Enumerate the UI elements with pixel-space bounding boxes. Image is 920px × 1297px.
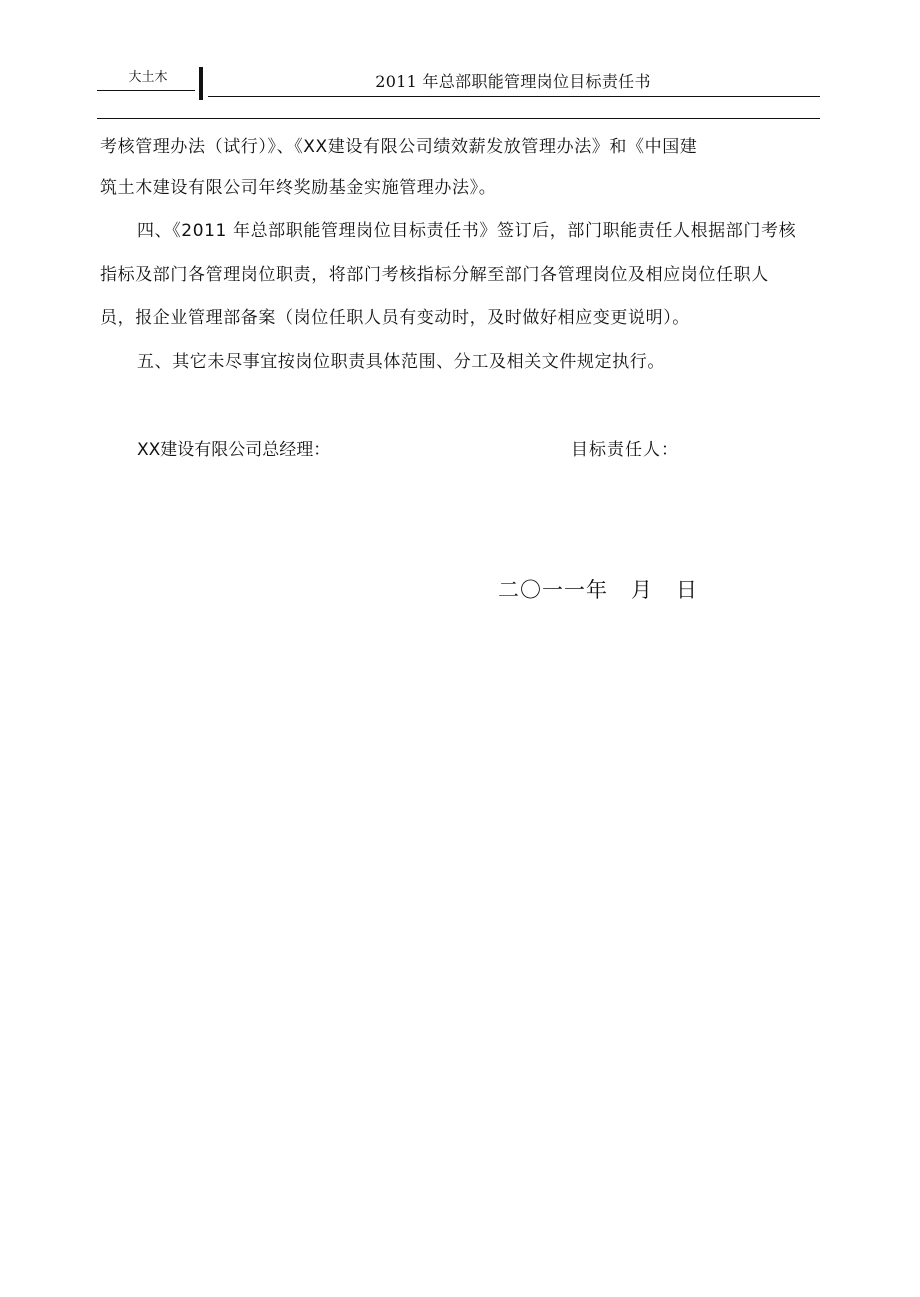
header-title: 2011 年总部职能管理岗位目标责任书 xyxy=(375,72,651,91)
header-divider-bar xyxy=(199,67,203,100)
paragraph-line-3: 四、《2011 年总部职能管理岗位目标责任书》签订后，部门职能责任人根据部门考核 xyxy=(137,221,797,241)
paragraph-line-5: 员，报企业管理部备案（岗位任职人员有变动时，及时做好相应变更说明）。 xyxy=(100,308,690,328)
header-title-underline xyxy=(208,96,820,97)
signing-date: 二〇一一年 月 日 xyxy=(498,578,699,602)
header-bottom-rule xyxy=(97,118,820,119)
header-left-underline xyxy=(97,90,195,91)
paragraph-line-2: 筑土木建设有限公司年终奖励基金实施管理办法》。 xyxy=(100,178,497,198)
paragraph-line-6: 五、其它未尽事宜按岗位职责具体范围、分工及相关文件规定执行。 xyxy=(137,352,665,372)
signature-responsible-person: 目标责任人： xyxy=(571,440,679,460)
paragraph-line-1: 考核管理办法（试行）》、《XX建设有限公司绩效薪发放管理办法》和《中国建 xyxy=(100,137,698,157)
signature-company-manager: XX建设有限公司总经理： xyxy=(137,440,331,460)
paragraph-line-4: 指标及部门各管理岗位职责，将部门考核指标分解至部门各管理岗位及相应岗位任职人 xyxy=(100,265,769,285)
header-left-label: 大土木 xyxy=(128,70,168,85)
